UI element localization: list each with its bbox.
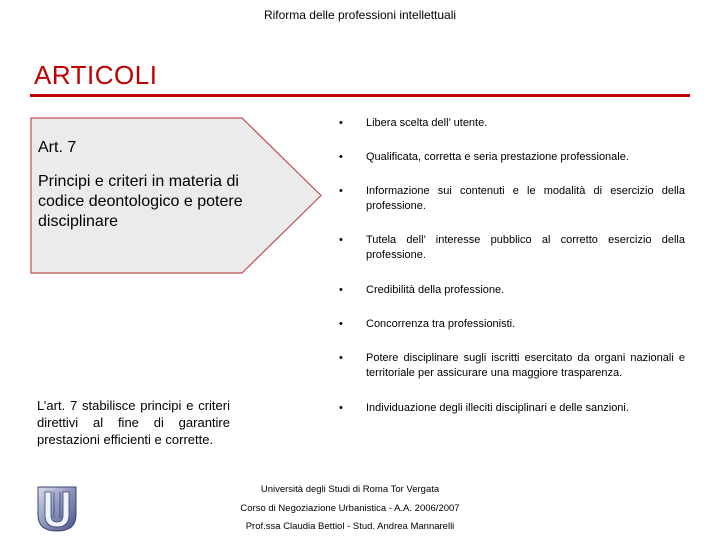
header-title: Riforma delle professioni intellettuali xyxy=(263,8,457,22)
footer-authors: Prof.ssa Claudia Bettiol - Stud. Andrea Mannarelli xyxy=(245,521,455,532)
article-summary: L’art. 7 stabilisce principi e criteri direttivi al fine di garantire prestazioni efficienti e corrette. xyxy=(37,398,230,447)
bullet-icon: • xyxy=(339,402,343,414)
university-logo-icon xyxy=(36,485,78,533)
article-title: Principi e criteri in materia di codice deontologico e potere disciplinare xyxy=(38,173,243,230)
bullet-icon: • xyxy=(339,318,343,330)
bullet-icon: • xyxy=(339,352,343,364)
bullet-icon: • xyxy=(339,284,343,296)
bullet-icon: • xyxy=(339,117,343,129)
bullet-icon: • xyxy=(339,185,343,197)
title-rule xyxy=(30,94,690,97)
section-title: ARTICOLI xyxy=(34,60,158,90)
bullet-icon: • xyxy=(339,234,343,246)
article-heading xyxy=(38,138,278,232)
bullet-icon: • xyxy=(339,151,343,163)
footer-course: Corso di Negoziazione Urbanistica - A.A. 2006/2007 xyxy=(240,503,460,514)
article-number: Art. 7 xyxy=(38,139,77,156)
footer-university: Università degli Studi di Roma Tor Vergata xyxy=(260,484,440,495)
